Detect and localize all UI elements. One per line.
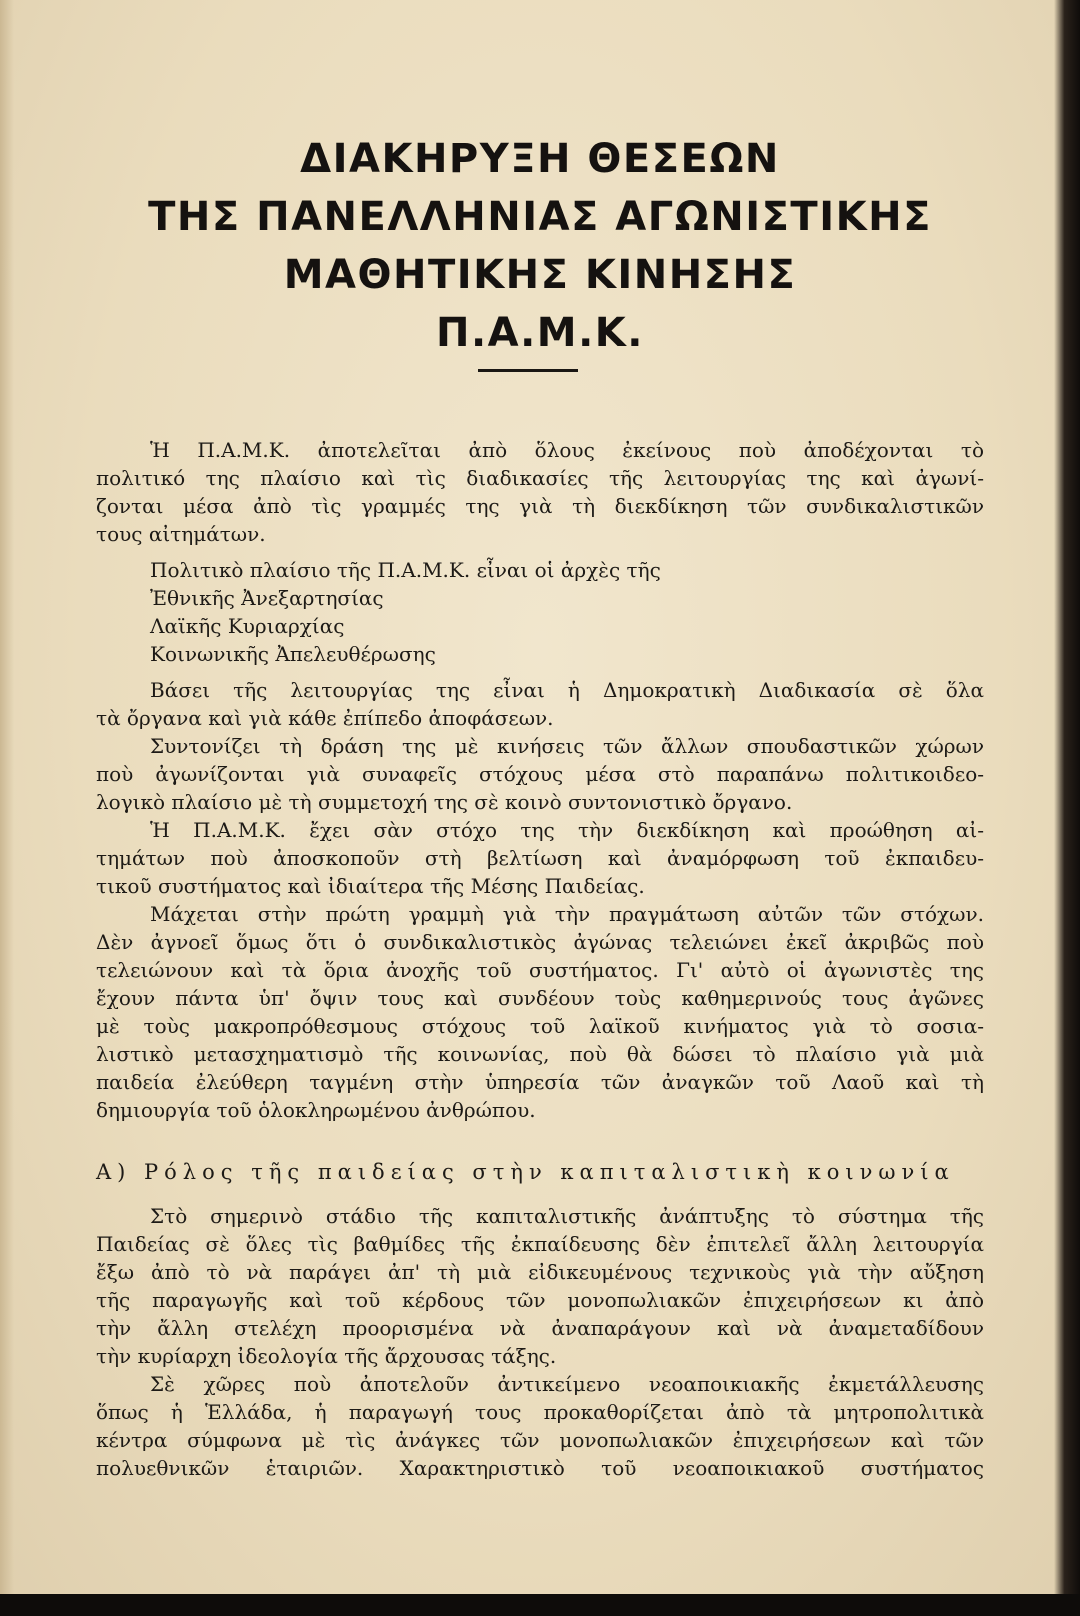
paragraph-membership xyxy=(96,436,984,548)
title-line-2: ΤΗΣ ΠΑΝΕΛΛΗΝΙΑΣ ΑΓΩΝΙΣΤΙΚΗΣ xyxy=(148,194,932,240)
text-line: τικοῦ συστήματος καὶ ἰδιαίτερα τῆς Μέσης Παιδείας. xyxy=(96,874,645,898)
title-line-1: ΔΙΑΚΗΡΥΞΗ ΘΕΣΕΩΝ xyxy=(300,136,780,182)
text-line: τὴν ἄλλη στελέχη προορισμένα νὰ ἀναπαράγουν καὶ νὰ ἀναμεταδίδουν xyxy=(96,1316,984,1340)
text-line: ἔξω ἀπὸ τὸ νὰ παράγει ἀπ' τὴ μιὰ εἰδικευμένους τεχνικοὺς γιὰ τὴν αὔξηση xyxy=(96,1260,984,1284)
principle-item: Κοινωνικῆς Ἀπελευθέρωσης xyxy=(150,642,436,666)
text-line: Πολιτικὸ πλαίσιο τῆς Π.Α.Μ.Κ. εἶναι οἱ ἀρχὲς τῆς xyxy=(150,558,661,582)
text-line: Παιδείας σὲ ὅλες τὶς βαθμίδες τῆς ἐκπαίδευσης δὲν ἐπιτελεῖ ἄλλη λειτουργία xyxy=(96,1232,984,1256)
text-line: ἔχουν πάντα ὑπ' ὄψιν τους καὶ συνδέουν τοὺς καθημερινούς τους ἀγῶνες xyxy=(96,986,984,1010)
paragraph-political-framework xyxy=(96,556,984,668)
text-line: κέντρα σύμφωνα μὲ τὶς ἀνάγκες τῶν μονοπωλιακῶν ἐπιχειρήσεων καὶ τῶν xyxy=(96,1428,984,1452)
title-line-4: Π.Α.Μ.Κ. xyxy=(435,310,644,356)
title-line-3: ΜΑΘΗΤΙΚΗΣ ΚΙΝΗΣΗΣ xyxy=(283,252,797,298)
text-line: λογικὸ πλαίσιο μὲ τὴ συμμετοχή της σὲ κοινὸ συντονιστικὸ ὄργανο. xyxy=(96,790,793,814)
principle-item: Λαϊκῆς Κυριαρχίας xyxy=(150,614,345,638)
text-line: Συντονίζει τὴ δράση της μὲ κινήσεις τῶν ἄλλων σπουδαστικῶν χώρων xyxy=(150,734,984,758)
text-line: Βάσει τῆς λειτουργίας της εἶναι ἡ Δημοκρατικὴ Διαδικασία σὲ ὅλα xyxy=(150,678,984,702)
text-line: τους αἰτημάτων. xyxy=(96,522,266,546)
text-line: παιδεία ἐλεύθερη ταγμένη στὴν ὑπηρεσία τῶν ἀναγκῶν τοῦ Λαοῦ καὶ τὴ xyxy=(96,1070,984,1094)
text-line: ζονται μέσα ἀπὸ τὶς γραμμές της γιὰ τὴ διεκδίκηση τῶν συνδικαλιστικῶν xyxy=(96,494,984,518)
text-line: ποὺ ἀγωνίζονται γιὰ συναφεῖς στόχους μέσα στὸ παραπάνω πολιτικοιδεο- xyxy=(96,762,984,786)
text-line: Σὲ χῶρες ποὺ ἀποτελοῦν ἀντικείμενο νεοαποικιακῆς ἐκμετάλλευσης xyxy=(150,1372,984,1396)
document-title xyxy=(0,130,1080,362)
paragraph-coordination xyxy=(96,732,984,816)
text-line: Στὸ σημερινὸ στάδιο τῆς καπιταλιστικῆς ἀνάπτυξης τὸ σύστημα τῆς xyxy=(150,1204,984,1228)
paragraph-goals xyxy=(96,816,984,900)
text-line: Ἡ Π.Α.Μ.Κ. ἀποτελεῖται ἀπὸ ὅλους ἐκείνους ποὺ ἀποδέχονται τὸ xyxy=(150,438,984,462)
paragraph-education-role xyxy=(96,1202,984,1370)
principle-item: Ἐθνικῆς Ἀνεξαρτησίας xyxy=(150,586,384,610)
document-body xyxy=(96,436,984,1482)
text-line: πολιτικό της πλαίσιο καὶ τὶς διαδικασίες τῆς λειτουργίας της καὶ ἀγωνί- xyxy=(96,466,984,490)
text-line: τημάτων ποὺ ἀποσκοποῦν στὴ βελτίωση καὶ ἀναμόρφωση τοῦ ἐκπαιδευ- xyxy=(96,846,984,870)
text-line: τὰ ὄργανα καὶ γιὰ κάθε ἐπίπεδο ἀποφάσεων. xyxy=(96,706,554,730)
section-heading-a: Α) Ρόλος τῆς παιδείας στὴν καπιταλιστικὴ κοινωνία xyxy=(96,1160,955,1184)
text-line: Μάχεται στὴν πρώτη γραμμὴ γιὰ τὴν πραγμάτωση αὐτῶν τῶν στόχων. xyxy=(150,902,984,926)
text-line: Δὲν ἀγνοεῖ ὅμως ὅτι ὁ συνδικαλιστικὸς ἀγώνας τελειώνει ἐκεῖ ἀκριβῶς ποὺ xyxy=(96,930,984,954)
text-line: Ἡ Π.Α.Μ.Κ. ἔχει σὰν στόχο της τὴν διεκδίκηση καὶ προώθηση αἰ- xyxy=(150,818,984,842)
text-line: πολυεθνικῶν ἑταιριῶν. Χαρακτηριστικὸ τοῦ νεοαποικιακοῦ συστήματος xyxy=(96,1456,984,1480)
paragraph-neocolonial xyxy=(96,1370,984,1482)
text-line: ὅπως ἡ Ἑλλάδα, ἡ παραγωγή τους προκαθορίζεται ἀπὸ τὰ μητροπολιτικὰ xyxy=(96,1400,984,1424)
paragraph-democratic-process xyxy=(96,676,984,732)
text-line: μὲ τοὺς μακροπρόθεσμους στόχους τοῦ λαϊκοῦ κινήματος γιὰ τὸ σοσια- xyxy=(96,1014,984,1038)
text-line: τὴν κυρίαρχη ἰδεολογία τῆς ἄρχουσας τάξης. xyxy=(96,1344,557,1368)
text-line: τῆς παραγωγῆς καὶ τοῦ κέρδους τῶν μονοπωλιακῶν ἐπιχειρήσεων κι ἀπὸ xyxy=(96,1288,984,1312)
title-divider xyxy=(478,369,578,372)
text-line: λιστικὸ μετασχηματισμὸ τῆς κοινωνίας, ποὺ θὰ δώσει τὸ πλαίσιο γιὰ μιὰ xyxy=(96,1042,984,1066)
text-line: δημιουργία τοῦ ὁλοκληρωμένου ἀνθρώπου. xyxy=(96,1098,536,1122)
scan-bottom-edge xyxy=(0,1594,1080,1616)
paragraph-struggle xyxy=(96,900,984,1124)
text-line: τελειώνουν καὶ τὰ ὅρια ἀνοχῆς τοῦ συστήματος. Γι' αὐτὸ οἱ ἀγωνιστὲς της xyxy=(96,958,984,982)
